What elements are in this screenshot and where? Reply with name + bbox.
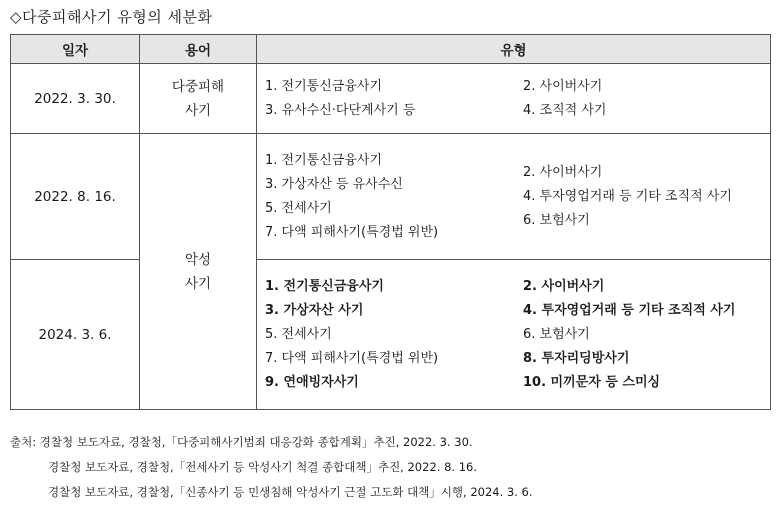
row3-type-7: 7. 다액 피해사기(특경법 위반) <box>265 350 439 366</box>
row2-type-7-text: 7. 다액 피해사기(특경법 위반) <box>265 224 439 240</box>
row2-type-5: 5. 전세사기 <box>265 200 332 216</box>
source-line-2: 경찰청 보도자료, 경찰청,「전세사기 등 악성사기 척결 종합대책」추진, 2022. 8. 16. <box>48 460 477 474</box>
table-row <box>11 64 771 134</box>
row3-type-6: 6. 보험사기 <box>523 326 590 342</box>
page-title: ◇다중피해사기 유형의 세분화 <box>10 8 213 26</box>
header-date: 일자 <box>11 35 140 64</box>
row2-type-4: 4. 투자영업거래 등 기타 조직적 사기 <box>523 188 732 204</box>
row3-type-9: 9. 연애빙자사기 <box>265 374 359 390</box>
row1-type-4: 4. 조직적 사기 <box>523 102 607 118</box>
row2-type-1: 1. 전기통신금융사기 <box>265 152 382 168</box>
table-header-row <box>11 35 771 64</box>
row3-type-10: 10. 미끼문자 등 스미싱 <box>523 374 661 390</box>
row3-type-8: 8. 투자리딩방사기 <box>523 350 630 366</box>
row3-type-2: 2. 사이버사기 <box>523 278 605 294</box>
row2-type-3: 3. 가상자산 등 유사수신 <box>265 176 403 192</box>
source-line-3: 경찰청 보도자료, 경찰청,「신종사기 등 민생침해 악성사기 근절 고도화 대책」시행, 2024. 3. 6. <box>48 485 533 499</box>
table-row <box>11 260 771 410</box>
header-term: 용어 <box>140 35 257 64</box>
row3-types <box>257 260 771 410</box>
row2-types <box>257 134 771 260</box>
row3-type-5: 5. 전세사기 <box>265 326 332 342</box>
row2-type-7 <box>265 221 523 245</box>
source-line-1: 출처: 경찰청 보도자료, 경찰청,「다중피해사기범죄 대응강화 종합계획」추진, 2022. 3. 30. <box>10 435 473 449</box>
row2-date: 2022. 8. 16. <box>11 134 140 260</box>
row1-type-3: 3. 유사수신·다단계사기 등 <box>265 102 416 118</box>
term-line1: 악성 <box>184 251 212 268</box>
row2-type-2: 2. 사이버사기 <box>523 164 603 180</box>
row3-date: 2024. 3. 6. <box>11 260 140 410</box>
row1-type-1: 1. 전기통신금융사기 <box>265 78 382 94</box>
term-malicious-fraud <box>140 134 257 410</box>
sources-note <box>10 430 533 505</box>
row1-term-line1: 다중피해 <box>171 78 225 95</box>
row1-types <box>257 64 771 134</box>
row1-term <box>140 64 257 134</box>
fraud-type-table <box>10 34 771 410</box>
term-line2: 사기 <box>184 275 212 292</box>
row3-type-1: 1. 전기통신금융사기 <box>265 278 384 294</box>
row1-term-line2: 사기 <box>184 102 212 119</box>
row1-type-2: 2. 사이버사기 <box>523 78 603 94</box>
row3-type-3: 3. 가상자산 사기 <box>265 302 364 318</box>
row2-type-6: 6. 보험사기 <box>523 212 590 228</box>
row3-type-4: 4. 투자영업거래 등 기타 조직적 사기 <box>523 302 736 318</box>
row1-date: 2022. 3. 30. <box>11 64 140 134</box>
header-type: 유형 <box>257 35 771 64</box>
table-row <box>11 134 771 260</box>
